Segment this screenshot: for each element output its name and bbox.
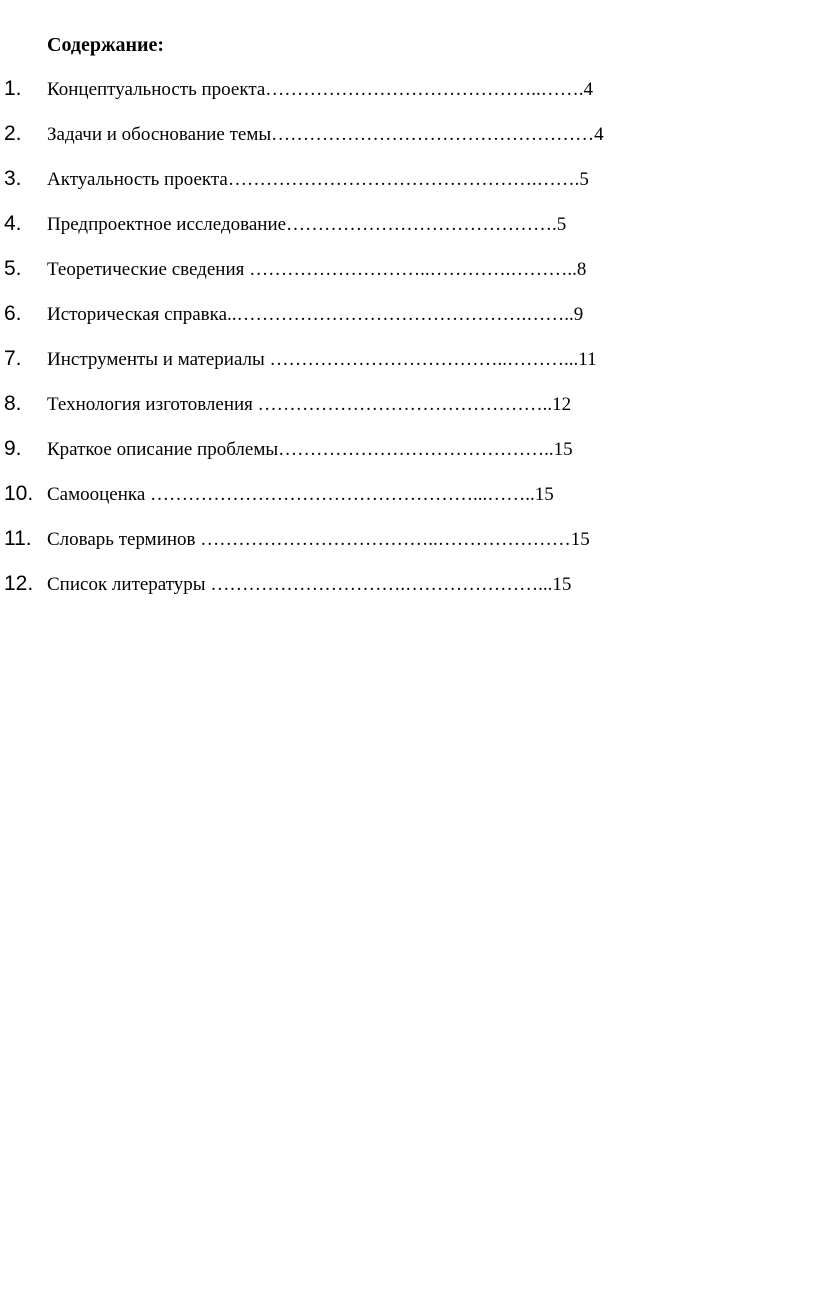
toc-entry-number: 11. [4, 527, 32, 550]
toc-entry-text: Историческая справка..……………………………………….……..9 [47, 304, 584, 325]
toc-entry-4 [0, 207, 816, 252]
toc-entry-number: 8. [4, 392, 22, 415]
toc-entry-number: 9. [4, 437, 22, 460]
toc-entry-12 [0, 567, 816, 612]
toc-entry-number: 7. [4, 347, 22, 370]
toc-entry-text: Словарь терминов ………………………………..…………………15 [47, 529, 590, 550]
toc-entry-number: 12. [4, 572, 34, 595]
toc-entry-text: Концептуальность проекта……………………………………..…….4 [47, 79, 594, 100]
toc-entry-9 [0, 432, 816, 477]
toc-entry-number: 6. [4, 302, 22, 325]
toc-entry-text: Задачи и обоснование темы……………………………………………4 [47, 124, 604, 145]
toc-entry-number: 2. [4, 122, 22, 145]
toc-entry-1 [0, 72, 816, 117]
toc-entry-8 [0, 387, 816, 432]
toc-entry-11 [0, 522, 816, 567]
toc-entry-text: Список литературы ………………………….…………………...15 [47, 574, 572, 595]
toc-entry-6 [0, 297, 816, 342]
toc-entry-text: Актуальность проекта………………………………………….…….5 [47, 169, 589, 190]
toc-entry-number: 1. [4, 77, 22, 100]
toc-entry-text: Технология изготовления ………………………………………..12 [47, 394, 572, 415]
toc-entry-10 [0, 477, 816, 522]
table-of-contents [0, 72, 816, 612]
toc-entry-number: 3. [4, 167, 22, 190]
toc-entry-number: 5. [4, 257, 22, 280]
toc-entry-number: 4. [4, 212, 22, 235]
toc-entry-text: Теоретические сведения ………………………..………….………..8 [47, 259, 587, 280]
toc-entry-text: Инструменты и материалы ………………………………..………...11 [47, 349, 597, 370]
toc-entry-text: Краткое описание проблемы……………………………………..15 [47, 439, 573, 460]
toc-entry-number: 10. [4, 482, 34, 505]
toc-entry-5 [0, 252, 816, 297]
toc-entry-3 [0, 162, 816, 207]
toc-title: Содержание: [47, 34, 165, 56]
toc-entry-2 [0, 117, 816, 162]
toc-entry-text: Предпроектное исследование…………………………………….5 [47, 214, 567, 235]
toc-entry-7 [0, 342, 816, 387]
toc-entry-text: Самооценка ……………………………………………...……..15 [47, 484, 554, 505]
